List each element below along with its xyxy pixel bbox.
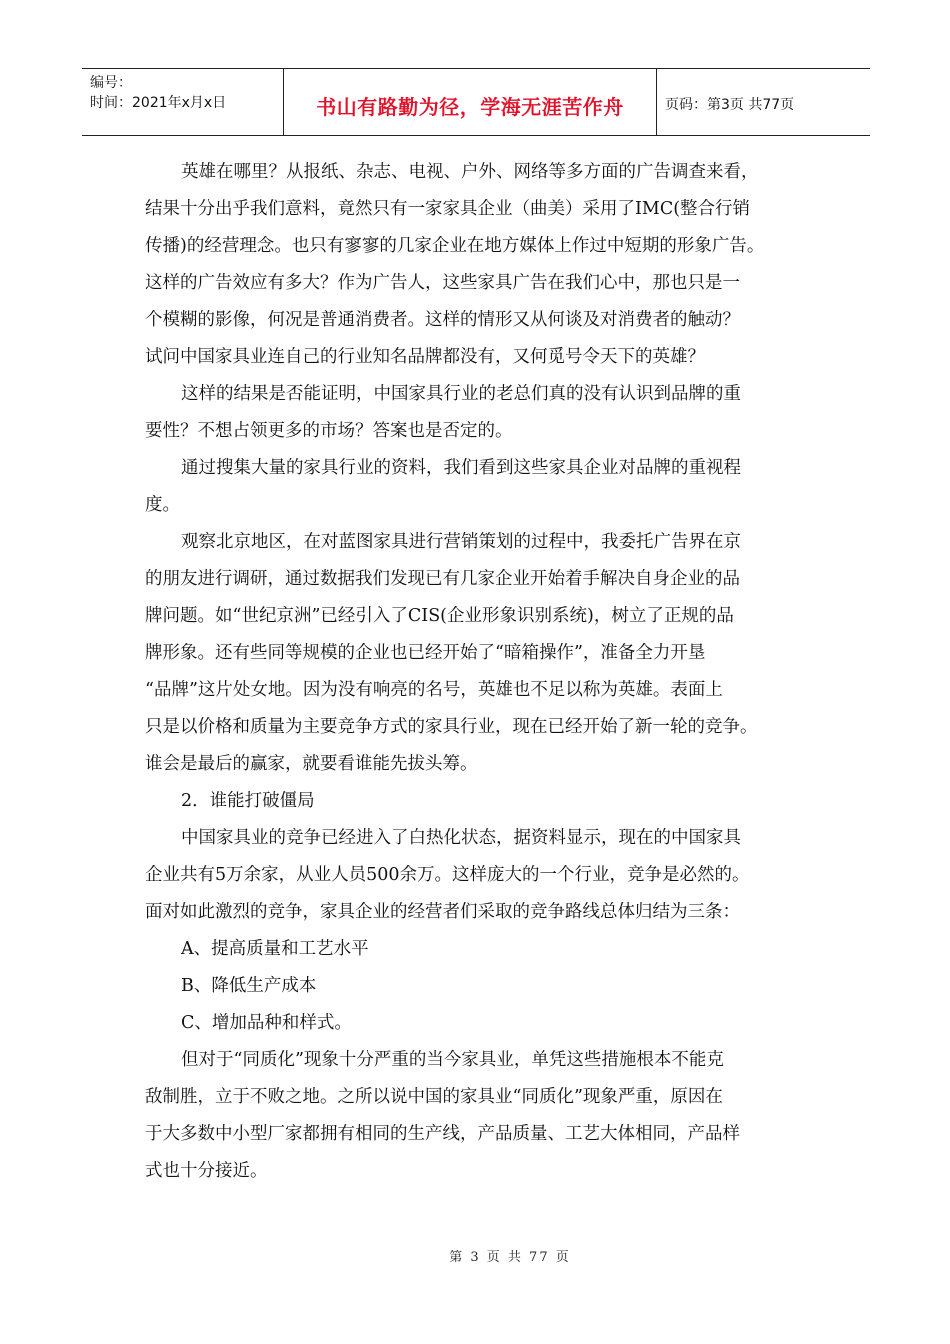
text-line: 这样的广告效应有多大？作为广告人，这些家具广告在我们心中，那也只是一	[145, 273, 740, 293]
text-line: 度。	[145, 495, 180, 515]
header-page-cell	[657, 69, 870, 135]
text-line: 要性？不想占领更多的市场？答案也是否定的。	[145, 421, 513, 441]
document-body	[145, 154, 815, 1190]
text-line: 结果十分出乎我们意料，竟然只有一家家具企业（曲美）采用了IMC(整合行销	[145, 199, 751, 219]
text-line: 敌制胜，立于不败之地。之所以说中国的家具业“同质化”现象严重，原因在	[145, 1087, 723, 1107]
text-line: 谁会是最后的赢家，就要看谁能先拔头筹。	[145, 754, 478, 774]
text-line: 式也十分接近。	[145, 1161, 268, 1181]
text-line: B、降低生产成本	[181, 976, 317, 996]
page-footer: 第 3 页 共 77 页	[449, 1250, 571, 1265]
document-date-label: 时间：2021年x月x日	[90, 95, 227, 111]
header-motto-cell	[284, 69, 657, 135]
text-line: 英雄在哪里？从报纸、杂志、电视、户外、网络等多方面的广告调查来看，	[181, 162, 759, 182]
text-line: 只是以价格和质量为主要竞争方式的家具行业，现在已经开始了新一轮的竞争。	[145, 717, 758, 737]
text-line: 企业共有5万余家，从业人员500余万。这样庞大的一个行业，竞争是必然的。	[145, 865, 750, 885]
text-line: C、增加品种和样式。	[181, 1013, 352, 1033]
text-line: 牌问题。如“世纪京洲”已经引入了CIS(企业形象识别系统)，树立了正规的品	[145, 606, 734, 626]
text-line: 的朋友进行调研，通过数据我们发现已有几家企业开始着手解决自身企业的品	[145, 569, 740, 589]
text-line: 于大多数中小型厂家都拥有相同的生产线，产品质量、工艺大体相同，产品样	[145, 1124, 740, 1144]
text-line: 面对如此激烈的竞争，家具企业的经营者们采取的竞争路线总体归结为三条：	[145, 902, 740, 922]
document-number-label: 编号：	[90, 75, 132, 91]
text-line: 传播)的经营理念。也只有寥寥的几家企业在地方媒体上作过中短期的形象广告。	[145, 236, 765, 256]
header-page-number: 页码：第3页 共77页	[665, 97, 795, 113]
text-line: “品牌”这片处女地。因为没有响亮的名号，英雄也不足以称为英雄。表面上	[145, 680, 723, 700]
text-line: A、提高质量和工艺水平	[181, 939, 369, 959]
header-meta-cell	[82, 69, 284, 135]
text-line: 通过搜集大量的家具行业的资料，我们看到这些家具企业对品牌的重视程	[181, 458, 741, 478]
text-line: 个模糊的影像，何况是普通消费者。这样的情形又从何谈及对消费者的触动？	[145, 310, 740, 330]
text-line: 中国家具业的竞争已经进入了白热化状态，据资料显示，现在的中国家具	[181, 828, 741, 848]
text-line: 牌形象。还有些同等规模的企业也已经开始了“暗箱操作”，准备全力开垦	[145, 643, 706, 663]
text-line: 这样的结果是否能证明，中国家具行业的老总们真的没有认识到品牌的重	[181, 384, 741, 404]
header-motto: 书山有路勤为径，学海无涯苦作舟	[316, 94, 624, 119]
document-header	[82, 68, 870, 136]
text-line: 观察北京地区，在对蓝图家具进行营销策划的过程中，我委托广告界在京	[181, 532, 741, 552]
text-line: 2．谁能打破僵局	[181, 791, 315, 811]
text-line: 但对于“同质化”现象十分严重的当今家具业，单凭这些措施根本不能克	[181, 1050, 724, 1070]
text-line: 试问中国家具业连自己的行业知名品牌都没有，又何觅号令天下的英雄？	[145, 347, 705, 367]
